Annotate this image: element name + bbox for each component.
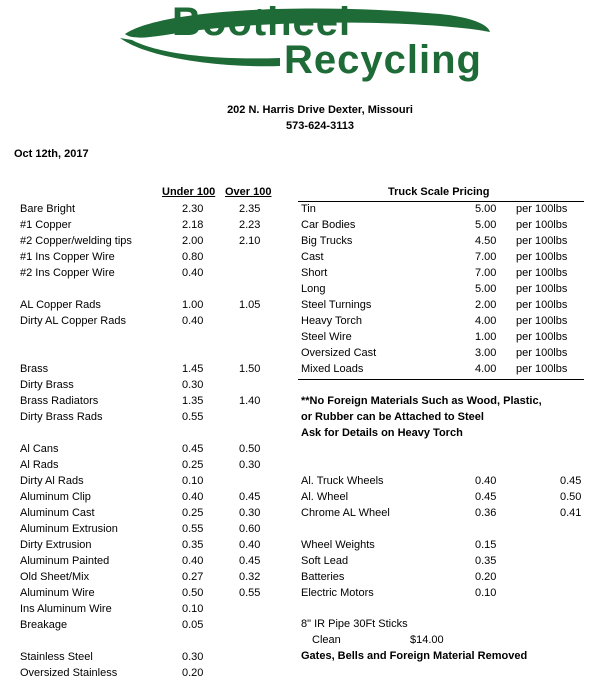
pipe-clean-price: $14.00 bbox=[410, 634, 444, 646]
truck-item-name: Steel Wire bbox=[301, 331, 352, 343]
truck-item-name: Cast bbox=[301, 251, 324, 263]
over-100-price: 0.50 bbox=[239, 443, 261, 455]
under-100-price: 2.30 bbox=[182, 203, 204, 215]
misc-item-name: Electric Motors bbox=[301, 587, 374, 599]
truck-item-unit: per 100lbs bbox=[516, 283, 568, 295]
metal-name: Aluminum Painted bbox=[20, 555, 110, 567]
truck-item-unit: per 100lbs bbox=[516, 331, 568, 343]
over-100-price: 0.60 bbox=[239, 523, 261, 535]
under-100-price: 1.00 bbox=[182, 299, 204, 311]
truck-item-name: Short bbox=[301, 267, 328, 279]
metal-name: Dirty Brass bbox=[20, 379, 74, 391]
misc-item-price: 0.35 bbox=[475, 555, 497, 567]
metal-name: Brass bbox=[20, 363, 49, 375]
truck-item-unit: per 100lbs bbox=[516, 219, 568, 231]
under-100-price: 1.35 bbox=[182, 395, 204, 407]
under-100-price: 0.40 bbox=[182, 267, 204, 279]
metal-name: Aluminum Extrusion bbox=[20, 523, 118, 535]
wheel-under-price: 0.45 bbox=[475, 491, 497, 503]
under-100-price: 2.18 bbox=[182, 219, 204, 231]
over-100-price: 0.30 bbox=[239, 459, 261, 471]
under-100-price: 0.10 bbox=[182, 603, 204, 615]
truck-item-unit: per 100lbs bbox=[516, 251, 568, 263]
metal-name: Aluminum Clip bbox=[20, 491, 91, 503]
truck-item-price: 5.00 bbox=[475, 283, 497, 295]
wheel-name: Al. Truck Wheels bbox=[301, 475, 384, 487]
over-100-price: 2.10 bbox=[239, 235, 261, 247]
misc-item-name: Soft Lead bbox=[301, 555, 349, 567]
under-100-price: 0.55 bbox=[182, 523, 204, 535]
over-100-price: 1.40 bbox=[239, 395, 261, 407]
under-100-price: 0.50 bbox=[182, 587, 204, 599]
metal-name: Dirty Al Rads bbox=[20, 475, 84, 487]
under-100-header: Under 100 bbox=[162, 186, 216, 198]
phone: 573-624-3113 bbox=[286, 120, 354, 132]
wheel-under-price: 0.36 bbox=[475, 507, 497, 519]
truck-item-name: Steel Turnings bbox=[301, 299, 372, 311]
metal-name: Bare Bright bbox=[20, 203, 76, 215]
truck-item-name: Car Bodies bbox=[301, 219, 356, 231]
truck-item-unit: per 100lbs bbox=[516, 299, 568, 311]
truck-item-name: Big Trucks bbox=[301, 235, 353, 247]
over-100-price: 0.30 bbox=[239, 507, 261, 519]
truck-item-price: 5.00 bbox=[475, 219, 497, 231]
truck-scale-bottom-divider bbox=[298, 379, 584, 380]
over-100-price: 0.55 bbox=[239, 587, 261, 599]
truck-item-unit: per 100lbs bbox=[516, 363, 568, 375]
metal-name: Aluminum Wire bbox=[20, 587, 95, 599]
under-100-price: 0.27 bbox=[182, 571, 204, 583]
metal-name: #1 Ins Copper Wire bbox=[20, 251, 115, 263]
wheel-over-price: 0.41 bbox=[560, 507, 582, 519]
metal-name: Dirty Brass Rads bbox=[20, 411, 103, 423]
under-100-price: 0.80 bbox=[182, 251, 204, 263]
gates-note: Gates, Bells and Foreign Material Removed bbox=[301, 650, 528, 662]
metal-name: Ins Aluminum Wire bbox=[20, 603, 112, 615]
metal-name: Al Rads bbox=[20, 459, 59, 471]
misc-item-price: 0.20 bbox=[475, 571, 497, 583]
truck-scale-divider bbox=[298, 201, 584, 202]
metal-name: #2 Copper/welding tips bbox=[20, 235, 132, 247]
truck-item-price: 4.00 bbox=[475, 363, 497, 375]
truck-item-name: Long bbox=[301, 283, 326, 295]
metal-name: Dirty AL Copper Rads bbox=[20, 315, 126, 327]
under-100-price: 0.40 bbox=[182, 555, 204, 567]
over-100-price: 0.45 bbox=[239, 555, 261, 567]
wheel-over-price: 0.50 bbox=[560, 491, 582, 503]
over-100-price: 2.23 bbox=[239, 219, 261, 231]
pipe-clean-label: Clean bbox=[312, 634, 341, 646]
truck-item-name: Heavy Torch bbox=[301, 315, 362, 327]
over-100-header: Over 100 bbox=[225, 186, 272, 198]
truck-item-price: 7.00 bbox=[475, 251, 497, 263]
under-100-price: 0.25 bbox=[182, 459, 204, 471]
metal-name: #2 Ins Copper Wire bbox=[20, 267, 115, 279]
truck-item-unit: per 100lbs bbox=[516, 203, 568, 215]
metal-name: Brass Radiators bbox=[20, 395, 99, 407]
notice-line-1: **No Foreign Materials Such as Wood, Plastic, bbox=[301, 395, 542, 407]
over-100-price: 1.50 bbox=[239, 363, 261, 375]
wheel-name: Al. Wheel bbox=[301, 491, 349, 503]
notice-line-3: Ask for Details on Heavy Torch bbox=[301, 427, 463, 439]
truck-item-price: 2.00 bbox=[475, 299, 497, 311]
over-100-price: 1.05 bbox=[239, 299, 261, 311]
misc-item-price: 0.15 bbox=[475, 539, 497, 551]
misc-item-price: 0.10 bbox=[475, 587, 497, 599]
truck-item-unit: per 100lbs bbox=[516, 267, 568, 279]
wheel-over-price: 0.45 bbox=[560, 475, 582, 487]
wheel-name: Chrome AL Wheel bbox=[301, 507, 390, 519]
metal-name: Al Cans bbox=[20, 443, 59, 455]
truck-item-price: 4.00 bbox=[475, 315, 497, 327]
under-100-price: 0.45 bbox=[182, 443, 204, 455]
metal-name: Aluminum Cast bbox=[20, 507, 95, 519]
logo-line2: Recycling bbox=[284, 38, 482, 82]
under-100-price: 0.40 bbox=[182, 491, 204, 503]
pipe-title: 8" IR Pipe 30Ft Sticks bbox=[301, 618, 408, 630]
under-100-price: 0.30 bbox=[182, 651, 204, 663]
metal-name: #1 Copper bbox=[20, 219, 72, 231]
truck-item-name: Mixed Loads bbox=[301, 363, 364, 375]
misc-item-name: Batteries bbox=[301, 571, 345, 583]
under-100-price: 0.05 bbox=[182, 619, 204, 631]
logo-line1: Bootheel bbox=[172, 0, 352, 44]
over-100-price: 0.32 bbox=[239, 571, 261, 583]
over-100-price: 0.45 bbox=[239, 491, 261, 503]
metal-name: AL Copper Rads bbox=[20, 299, 101, 311]
metal-name: Dirty Extrusion bbox=[20, 539, 92, 551]
over-100-price: 0.40 bbox=[239, 539, 261, 551]
truck-item-price: 4.50 bbox=[475, 235, 497, 247]
under-100-price: 0.10 bbox=[182, 475, 204, 487]
metal-name: Oversized Stainless bbox=[20, 667, 118, 679]
metal-name: Old Sheet/Mix bbox=[20, 571, 90, 583]
over-100-price: 2.35 bbox=[239, 203, 261, 215]
under-100-price: 2.00 bbox=[182, 235, 204, 247]
address: 202 N. Harris Drive Dexter, Missouri bbox=[227, 104, 413, 116]
metal-name: Stainless Steel bbox=[20, 651, 93, 663]
truck-item-price: 1.00 bbox=[475, 331, 497, 343]
wheel-under-price: 0.40 bbox=[475, 475, 497, 487]
truck-item-price: 7.00 bbox=[475, 267, 497, 279]
under-100-price: 0.20 bbox=[182, 667, 204, 679]
truck-item-price: 3.00 bbox=[475, 347, 497, 359]
under-100-price: 0.30 bbox=[182, 379, 204, 391]
truck-item-name: Tin bbox=[301, 203, 316, 215]
notice-line-2: or Rubber can be Attached to Steel bbox=[301, 411, 484, 423]
truck-item-unit: per 100lbs bbox=[516, 235, 568, 247]
metal-name: Breakage bbox=[20, 619, 68, 631]
truck-item-unit: per 100lbs bbox=[516, 347, 568, 359]
under-100-price: 0.35 bbox=[182, 539, 204, 551]
under-100-price: 1.45 bbox=[182, 363, 204, 375]
misc-item-name: Wheel Weights bbox=[301, 539, 375, 551]
under-100-price: 0.25 bbox=[182, 507, 204, 519]
truck-item-price: 5.00 bbox=[475, 203, 497, 215]
truck-item-name: Oversized Cast bbox=[301, 347, 377, 359]
under-100-price: 0.55 bbox=[182, 411, 204, 423]
date: Oct 12th, 2017 bbox=[14, 148, 89, 160]
under-100-price: 0.40 bbox=[182, 315, 204, 327]
truck-scale-header: Truck Scale Pricing bbox=[388, 186, 490, 198]
truck-item-unit: per 100lbs bbox=[516, 315, 568, 327]
